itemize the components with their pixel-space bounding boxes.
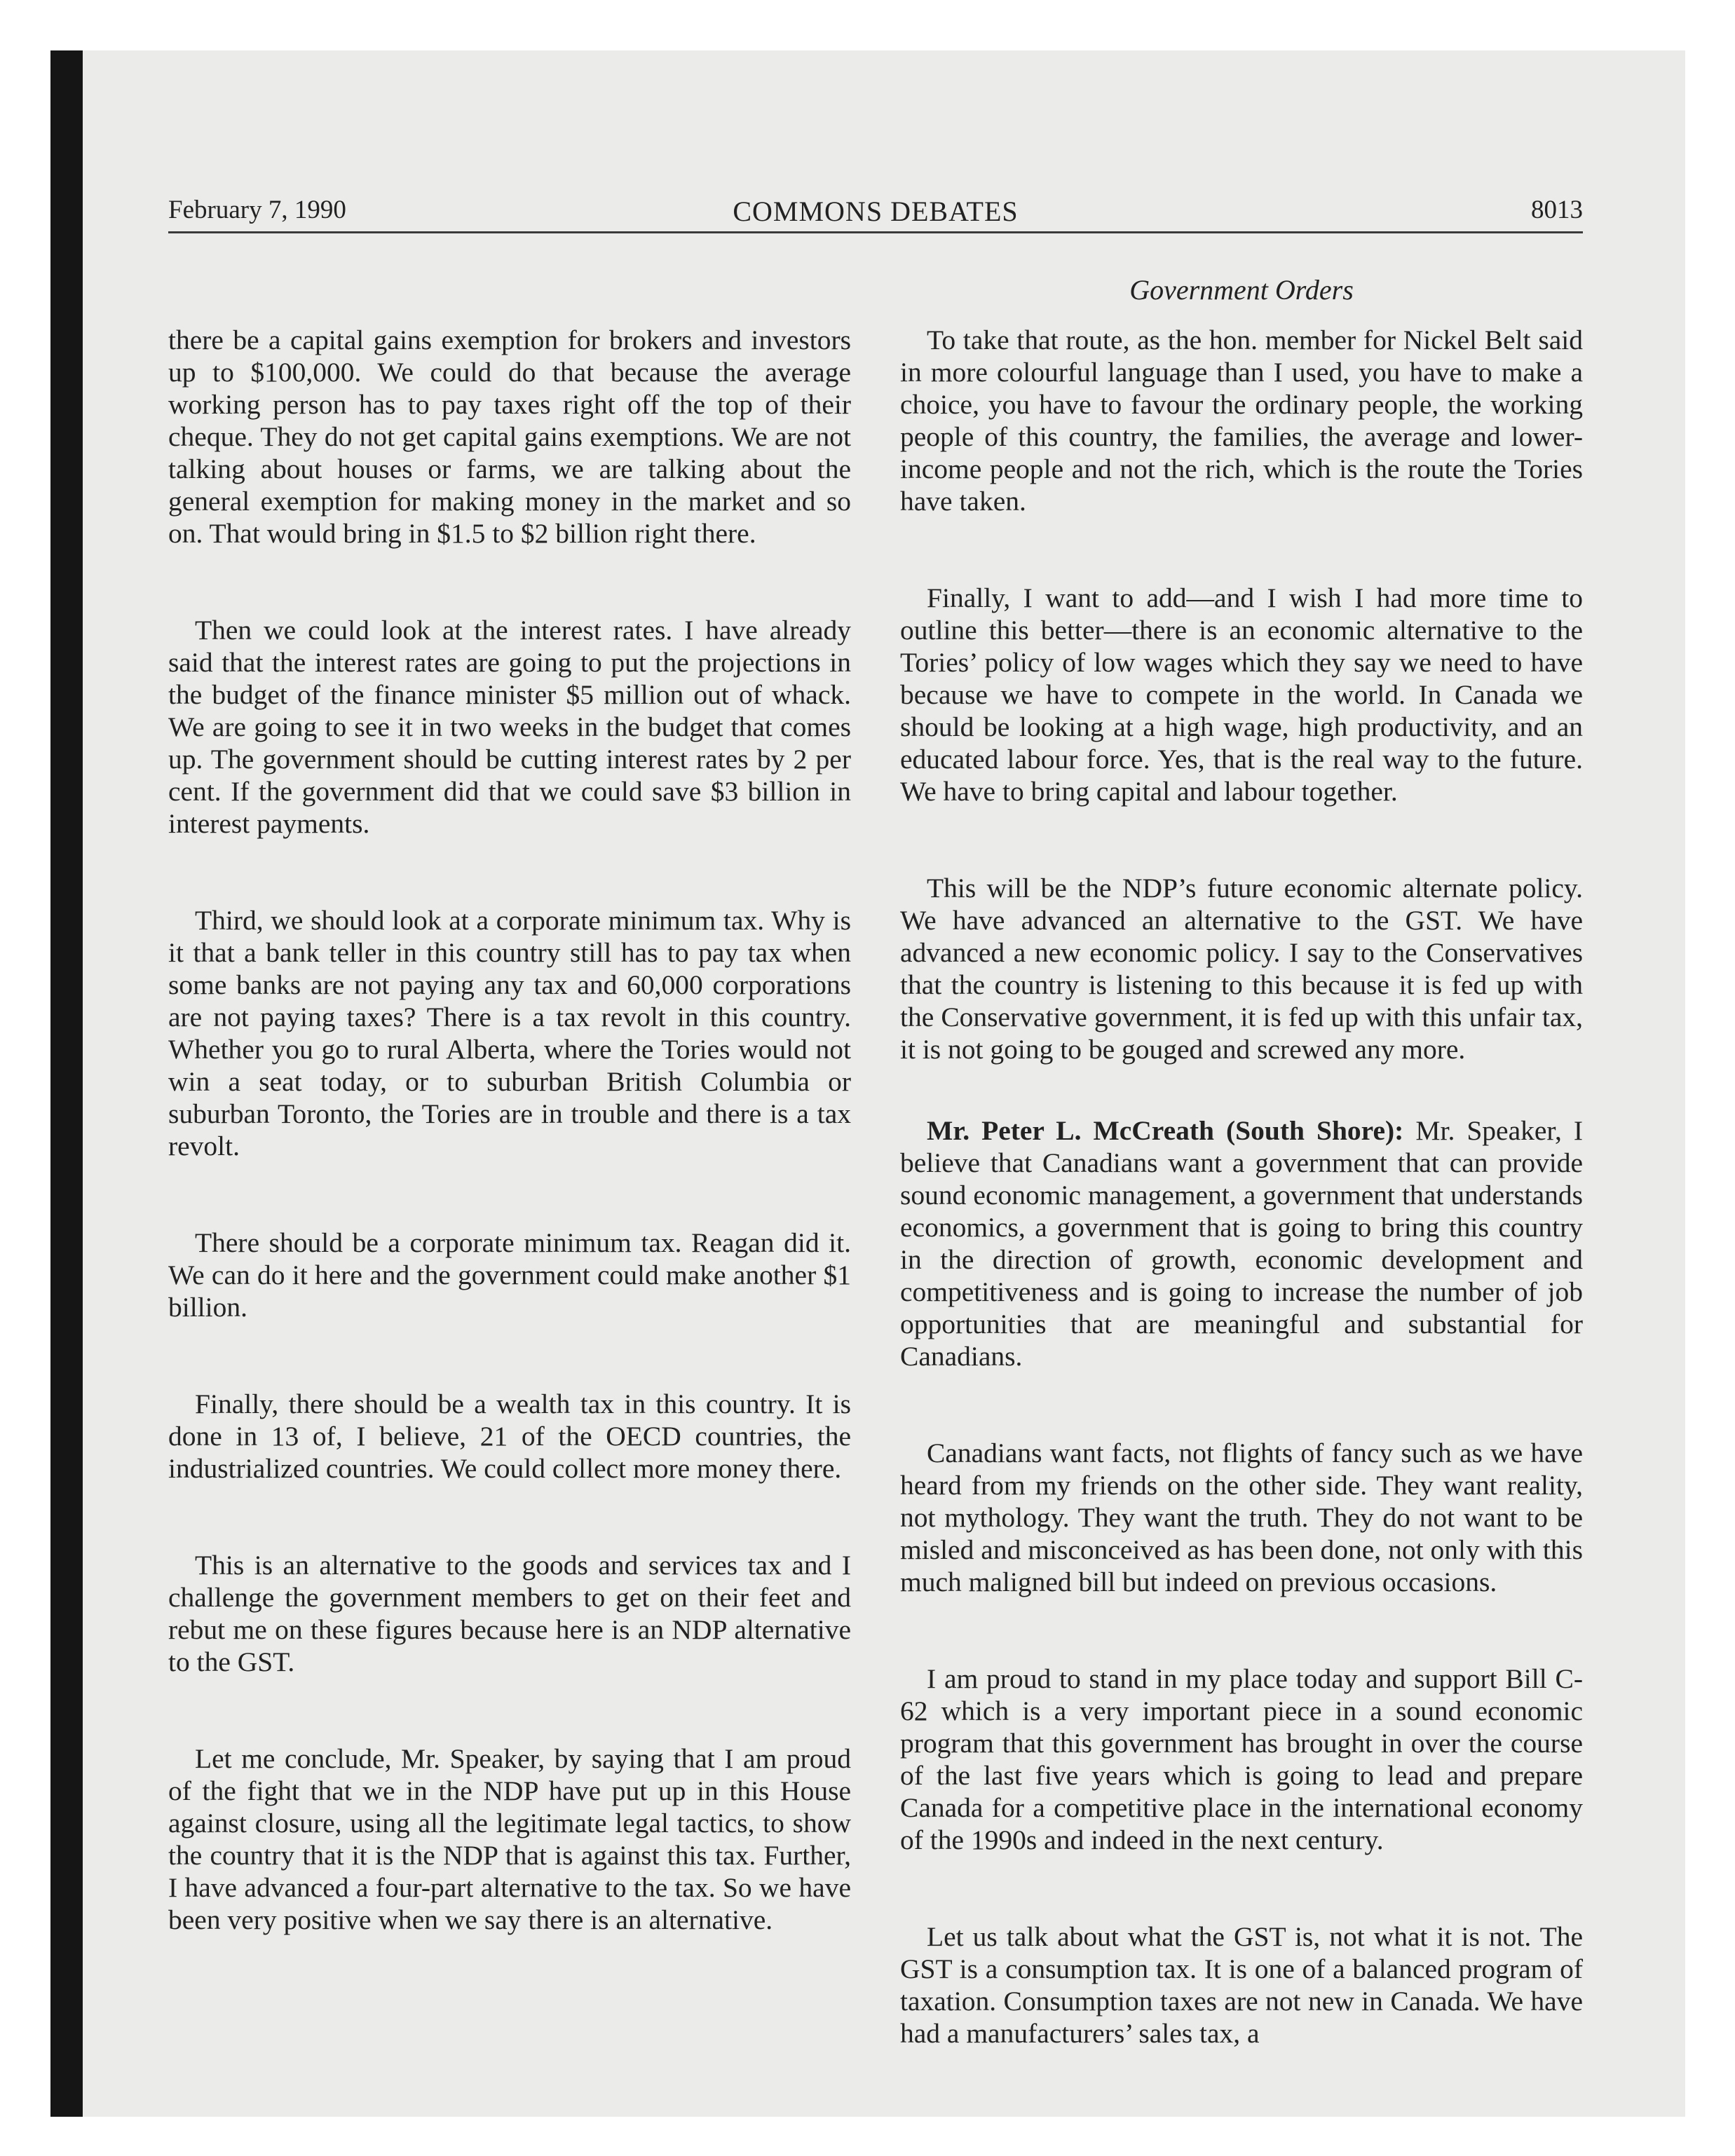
header-page-number: 8013 [1531,196,1583,224]
paragraph: Finally, I want to add—and I wish I had more time to outline this better—there is an economic alternative to the Tories’ policy of low wages which they say we need to have because we have to compete in the world. In Canada we should be looking at a high wage, high productivity, and an educated labour force. Yes, that is the real way to the future. We have to bring capital and labour together. [900,582,1583,807]
header-publication: COMMONS DEBATES [733,196,1019,227]
paragraph: there be a capital gains exemption for brokers and investors up to $100,000. We could do that because the average working person has to pay taxes right off the top of their cheque. They do not get capital gains exemptions. We are not talking about houses or farms, we are talking about the general exemption for making money in the market and so on. That would bring in $1.5 to $2 billion right there. [168,325,851,549]
paragraph: Canadians want facts, not flights of fancy such as we have heard from my friends on the other side. They want reality, not mythology. They want the truth. They do not want to be misled and misconceived as has been done, not only with this much maligned bill but indeed on previous occasions. [900,1438,1583,1597]
paragraph: Third, we should look at a corporate minimum tax. Why is it that a bank teller in this country still has to pay tax when some banks are not paying any tax and 60,000 corporations are not paying taxes? There is a tax revolt in this country. Whether you go to rural Alberta, where the Tories would not win a seat today, or to suburban British Columbia or suburban Toronto, the Tories are in trouble and there is a tax revolt. [168,905,851,1161]
paragraph: Let me conclude, Mr. Speaker, by saying that I am proud of the fight that we in the NDP have put up in this House against closure, using all the legitimate legal tactics, to show the country that it is the NDP that is against this tax. Further, I have advanced a four-part alternative to the tax. So we have been very positive when we say there is an alternative. [168,1743,851,1935]
right-column [900,324,1583,2114]
binding-edge [50,50,83,2117]
paragraph: There should be a corporate minimum tax. Reagan did it. We can do it here and the government could make another $1 billion. [168,1227,851,1323]
paragraph: Then we could look at the interest rates. I have already said that the interest rates are going to put the projections in the budget of the finance minister $5 million out of whack. We are going to see it in two weeks in the budget that comes up. The government should be cutting interest rates by 2 per cent. If the government did that we could save $3 billion in interest payments. [168,615,851,839]
left-column [168,324,851,2000]
speaker-name: Mr. Peter L. McCreath (South Shore): [927,1115,1404,1146]
document-page [83,50,1685,2117]
paragraph: I am proud to stand in my place today and support Bill C-62 which is a very important piece in a sound economic program that this government has brought in over the course of the last five years which is going to lead and prepare Canada for a competitive place in the international economy of the 1990s and indeed in the next century. [900,1663,1583,1855]
speech-text: Mr. Speaker, I believe that Canadians want a government that can provide sound economic management, a government that understands economics, a government that is going to bring this country in the direction of growth, economic development and competitiveness and is going to increase the number of job opportunities that are meaningful and substantial for Canadians. [900,1115,1583,1372]
section-title: Government Orders [1129,274,1354,306]
header-date: February 7, 1990 [168,196,346,224]
paragraph: This will be the NDP’s future economic alternate policy. We have advanced an alternative to the GST. We have advanced a new economic policy. I say to the Conservatives that the country is listening to this because it is fed up with the Conservative government, it is fed up with this unfair tax, it is not going to be gouged and screwed any more. [900,873,1583,1065]
speech-paragraph [900,1114,1583,1372]
paragraph: To take that route, as the hon. member for Nickel Belt said in more colourful language than I used, you have to make a choice, you have to favour the ordinary people, the working people of this country, the families, the average and lower-income people and not the rich, which is the route the Tories have taken. [900,325,1583,517]
paragraph: Let us talk about what the GST is, not what it is not. The GST is a consumption tax. It is one of a balanced program of taxation. Consumption taxes are not new in Canada. We have had a manufacturers’ sales tax, a [900,1921,1583,2049]
paragraph: This is an alternative to the goods and services tax and I challenge the government members to get on their feet and rebut me on these figures because here is an NDP alternative to the GST. [168,1550,851,1677]
page-header [168,147,1583,233]
paragraph: Finally, there should be a wealth tax in this country. It is done in 13 of, I believe, 21 of the OECD countries, the industrialized countries. We could collect more money there. [168,1389,851,1484]
